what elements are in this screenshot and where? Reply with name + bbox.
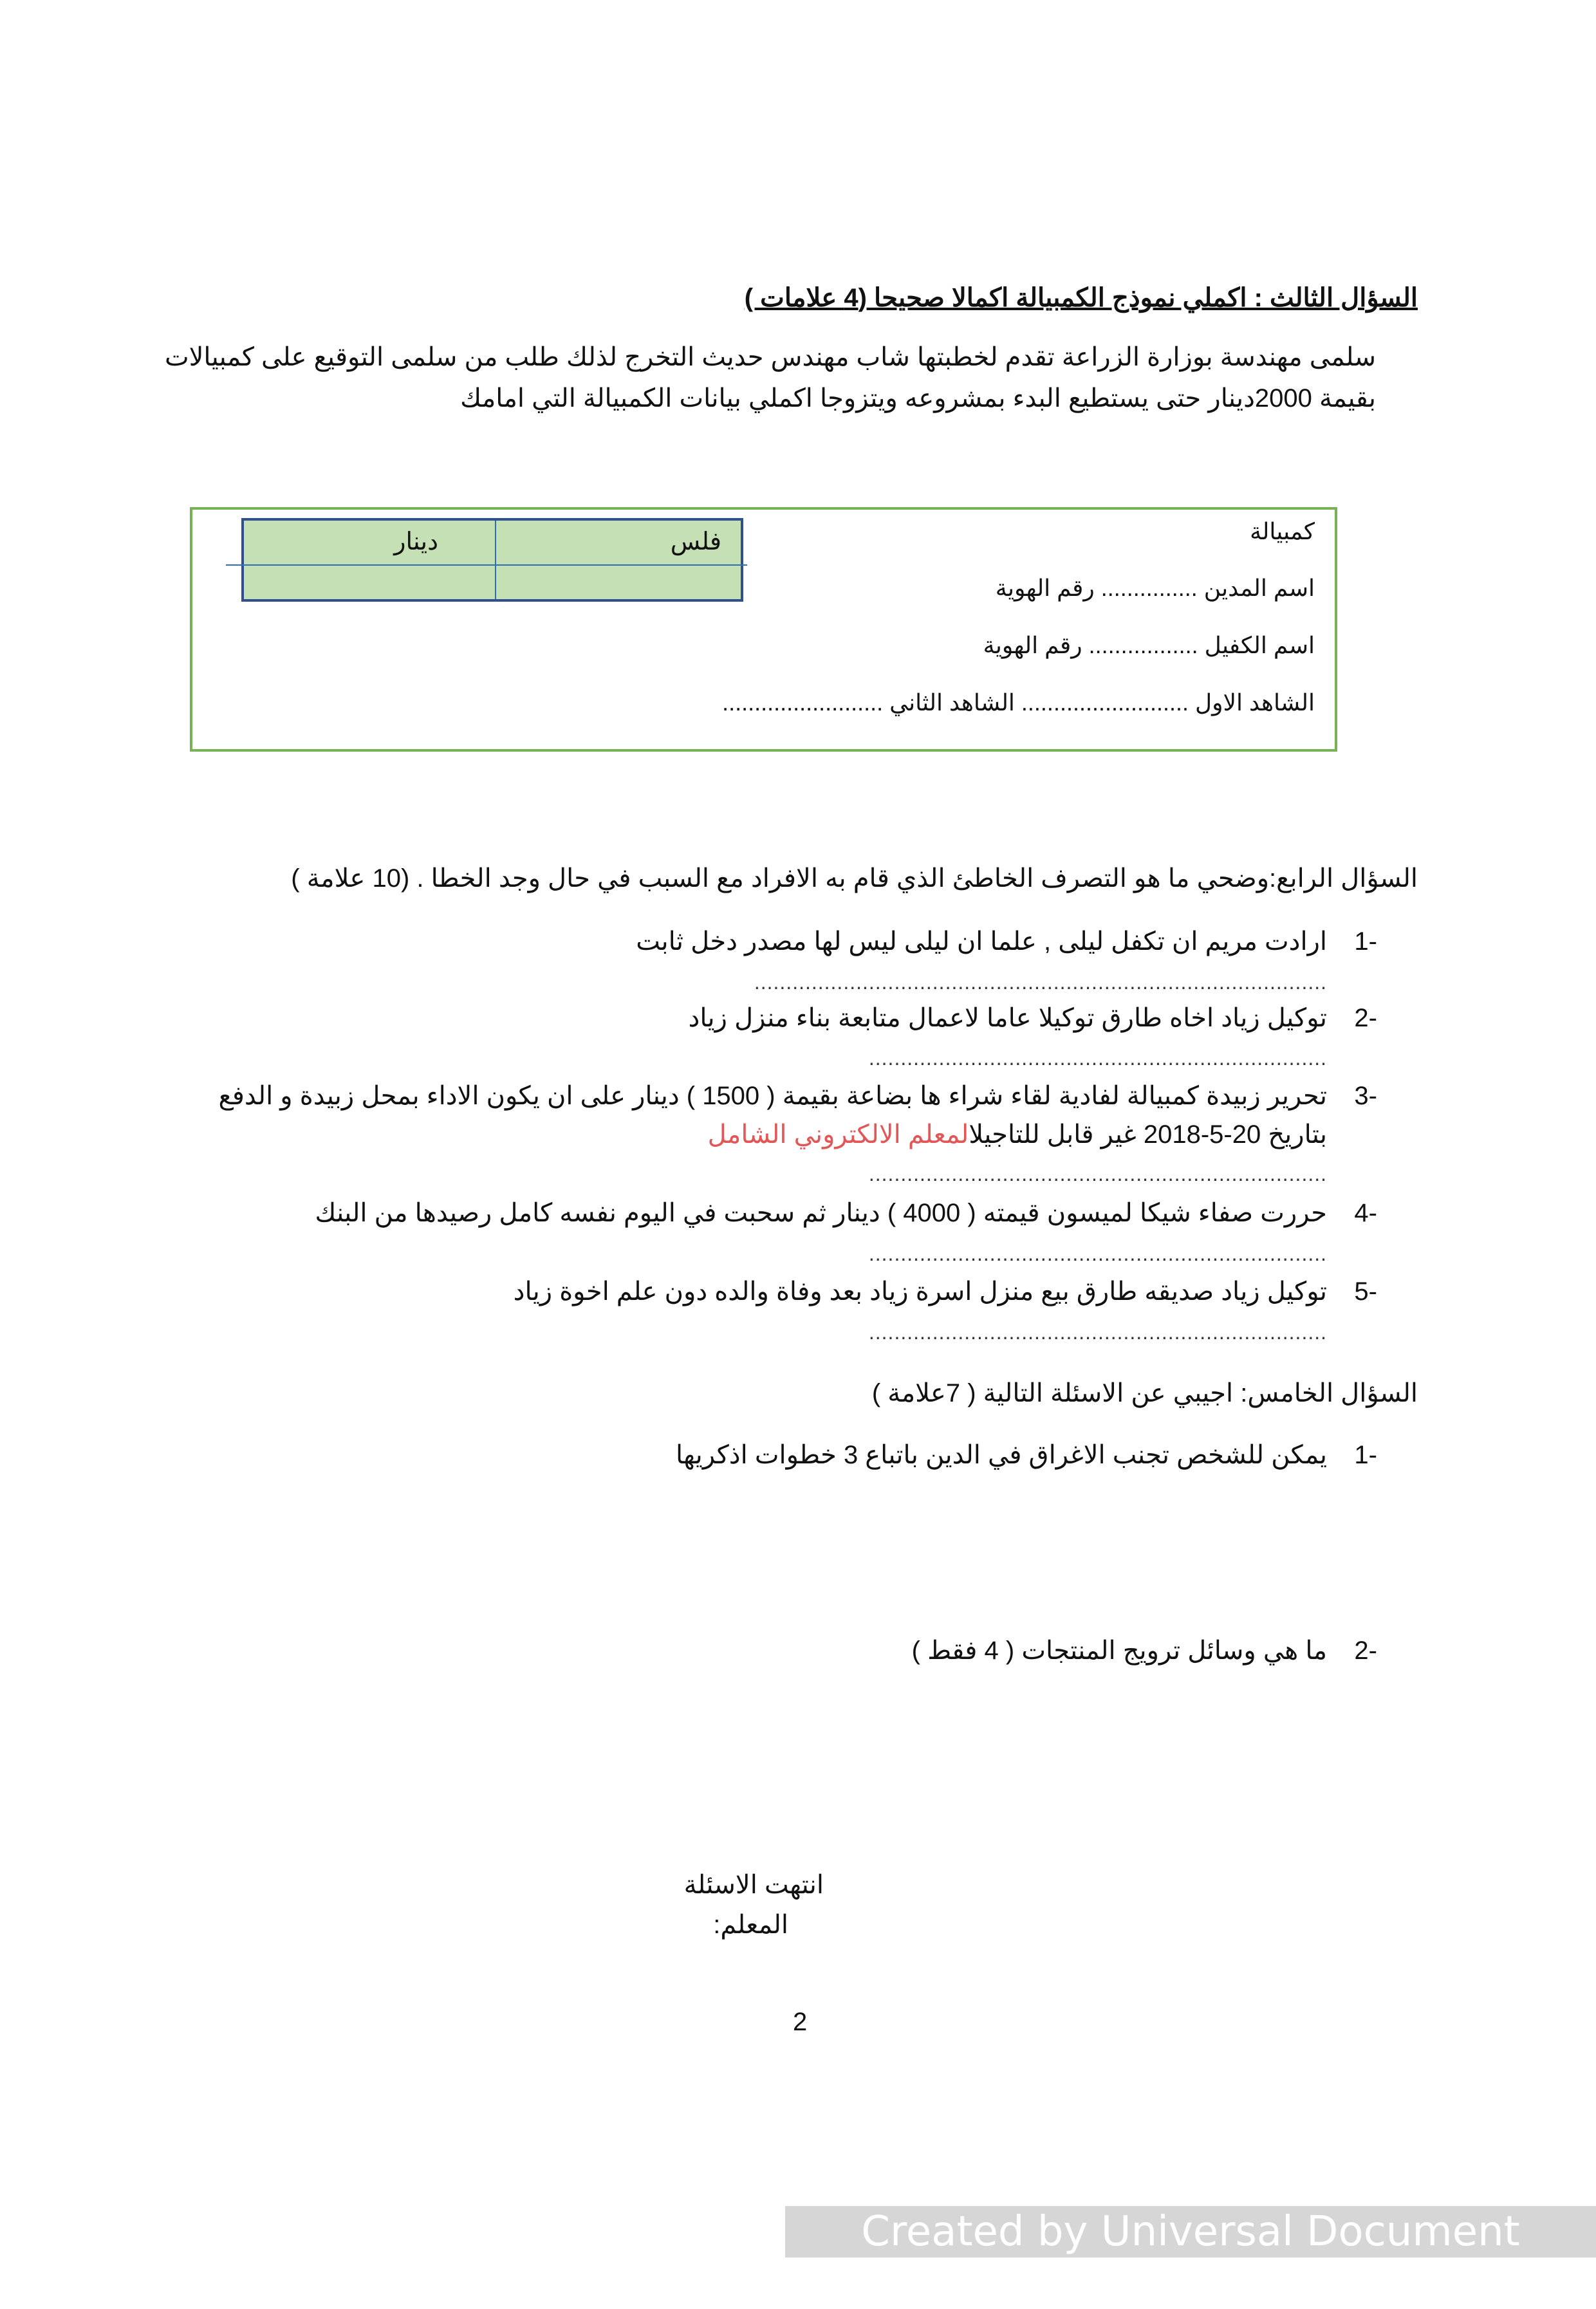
debtor-line: اسم المدين ............... رقم الهوية: [995, 575, 1315, 601]
q4-item-2-text: توكيل زياد اخاه طارق توكيلا عاما لاعمال متابعة بناء منزل زياد: [688, 1004, 1327, 1032]
watermark-text: المعلم الالكتروني الشامل: [707, 1120, 969, 1149]
q3-paragraph-line1: سلمى مهندسة بوزارة الزراعة تقدم لخطبتها شاب مهندس حديث التخرج لذلك طلب من سلمى التوقيع على كمبيالات: [164, 343, 1376, 371]
q4-item-1-answer-line: ..........................................................................................: [754, 970, 1327, 994]
q4-item-3-number: -3: [1354, 1082, 1377, 1110]
dinar-label: دينار: [394, 528, 438, 555]
amount-divider: [495, 521, 496, 599]
kambiala-heading: كمبيالة: [1250, 518, 1315, 544]
q4-item-2-answer-line: ........................................................................: [868, 1046, 1327, 1070]
amount-line: [226, 564, 747, 566]
q4-item-1-text: ارادت مريم ان تكفل ليلى , علما ان ليلى ليس لها مصدر دخل ثابت: [636, 927, 1327, 956]
q4-item-2-number: -2: [1354, 1004, 1377, 1032]
q4-item-3-text: تحرير زبيدة كمبيالة لفادية لقاء شراء ها بضاعة بقيمة ( 1500 ) دينار على ان يكون الاداء بمحل زبيدة و الدفع: [218, 1082, 1327, 1110]
fils-label: فلس: [670, 528, 721, 555]
page-number: 2: [793, 2008, 808, 2036]
q4-item-5-answer-line: ........................................................................: [868, 1321, 1327, 1344]
converter-footer: Created by Universal Document Converter: [785, 2206, 1596, 2258]
q5-item-2-number: -2: [1354, 1637, 1377, 1665]
q5-title: السؤال الخامس: اجيبي عن الاسئلة التالية ( 7علامة ): [871, 1379, 1418, 1407]
q4-item-3-date-text: بتاريخ 20-5-2018 غير قابل للتاجيل: [969, 1120, 1327, 1149]
q5-item-1-number: -1: [1354, 1441, 1377, 1469]
witnesses-line: الشاهد الاول .......................... الشاهد الثاني .........................: [722, 689, 1315, 716]
amount-box: [241, 518, 743, 602]
q3-paragraph-line2: بقيمة 2000دينار حتى يستطيع البدء بمشروعه ويتزوجا اكملي بيانات الكمبيالة التي امامك: [460, 384, 1376, 413]
q3-title: السؤال الثالث : اكملي نموذج الكمبيالة اكمالا صحيحا (4 علامات ): [744, 284, 1418, 312]
q4-item-4-answer-line: ........................................................................: [868, 1242, 1327, 1265]
q4-item-5-number: -5: [1354, 1277, 1377, 1306]
end-of-questions: انتهت الاسئلة: [683, 1871, 824, 1899]
q4-item-3-answer-line: ........................................................................: [868, 1162, 1327, 1185]
q5-item-2-text: ما هي وسائل ترويج المنتجات ( 4 فقط ): [911, 1637, 1327, 1665]
q4-item-5-text: توكيل زياد صديقه طارق بيع منزل اسرة زياد بعد وفاة والده دون علم اخوة زياد: [513, 1277, 1327, 1306]
guarantor-line: اسم الكفيل ................. رقم الهوية: [983, 632, 1315, 658]
teacher-signature-label: المعلم:: [713, 1911, 788, 1939]
q4-item-4-text: حررت صفاء شيكا لميسون قيمته ( 4000 ) دينار ثم سحبت في اليوم نفسه كامل رصيدها من البنك: [315, 1199, 1327, 1227]
q4-item-4-number: -4: [1354, 1199, 1377, 1227]
q5-item-1-text: يمكن للشخص تجنب الاغراق في الدين باتباع 3 خطوات اذكريها: [675, 1441, 1327, 1469]
q4-item-1-number: -1: [1354, 927, 1377, 956]
q4-title: السؤال الرابع:وضحي ما هو التصرف الخاطئ الذي قام به الافراد مع السبب في حال وجد الخطا . (10 علامة ): [291, 864, 1418, 893]
q4-item-3-text-line2: [708, 1117, 1327, 1152]
